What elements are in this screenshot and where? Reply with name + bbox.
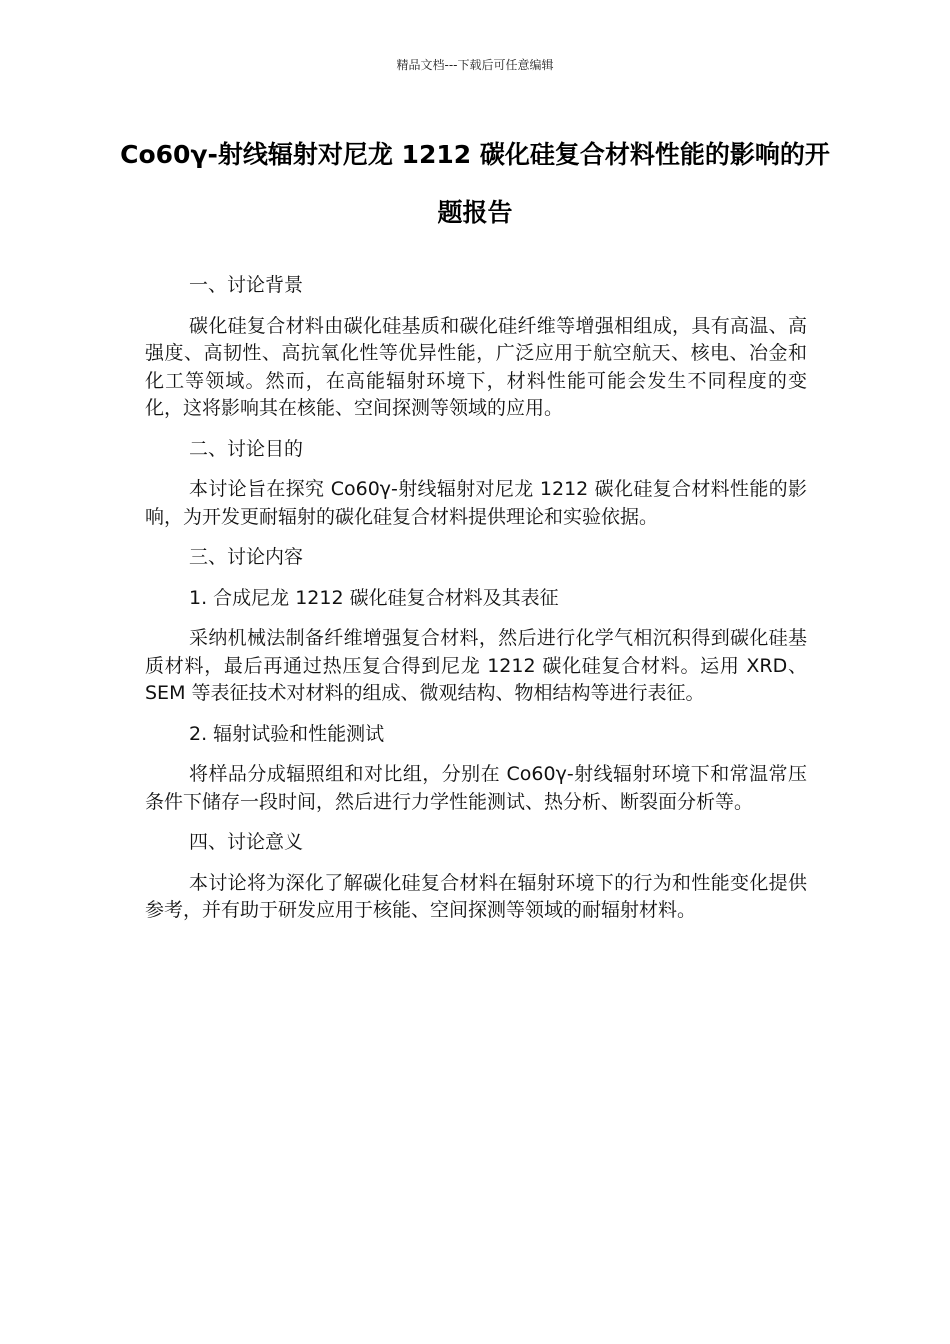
paragraph-background: 碳化硅复合材料由碳化硅基质和碳化硅纤维等增强相组成，具有高温、高强度、高韧性、高抗氧化性等优异性能，广泛应用于航空航天、核电、冶金和化工等领域。然而，在高能辐射环境下，材料性能可能会发生不同程度的变化，这将影响其在核能、空间探测等领域的应用。 xyxy=(145,314,807,419)
paragraph-irradiation: 将样品分成辐照组和对比组，分别在 Co60γ-射线辐射环境下和常温常压条件下储存一段时间，然后进行力学性能测试、热分析、断裂面分析等。 xyxy=(145,763,807,813)
subheading-irradiation: 2. 辐射试验和性能测试 xyxy=(189,722,385,745)
paragraph-purpose: 本讨论旨在探究 Co60γ-射线辐射对尼龙 1212 碳化硅复合材料性能的影响，为开发更耐辐射的碳化硅复合材料提供理论和实验依据。 xyxy=(145,478,807,528)
document-title: Co60γ-射线辐射对尼龙 1212 碳化硅复合材料性能的影响的开题报告 xyxy=(120,140,830,227)
document-body xyxy=(145,272,807,938)
section-heading-significance: 四、讨论意义 xyxy=(189,831,304,853)
section-heading-background: 一、讨论背景 xyxy=(189,274,304,296)
paragraph-significance: 本讨论将为深化了解碳化硅复合材料在辐射环境下的行为和性能变化提供参考，并有助于研发应用于核能、空间探测等领域的耐辐射材料。 xyxy=(145,871,807,921)
paragraph-synthesis: 采纳机械法制备纤维增强复合材料，然后进行化学气相沉积得到碳化硅基质材料，最后再通过热压复合得到尼龙 1212 碳化硅复合材料。运用 XRD、SEM 等表征技术对材料的组成、微观结构、物相结构等进行表征。 xyxy=(145,627,807,704)
page-header: 精品文档---下载后可任意编辑 xyxy=(396,58,554,72)
section-heading-purpose: 二、讨论目的 xyxy=(189,437,304,460)
subheading-synthesis: 1. 合成尼龙 1212 碳化硅复合材料及其表征 xyxy=(189,586,559,609)
section-heading-content: 三、讨论内容 xyxy=(189,546,304,568)
